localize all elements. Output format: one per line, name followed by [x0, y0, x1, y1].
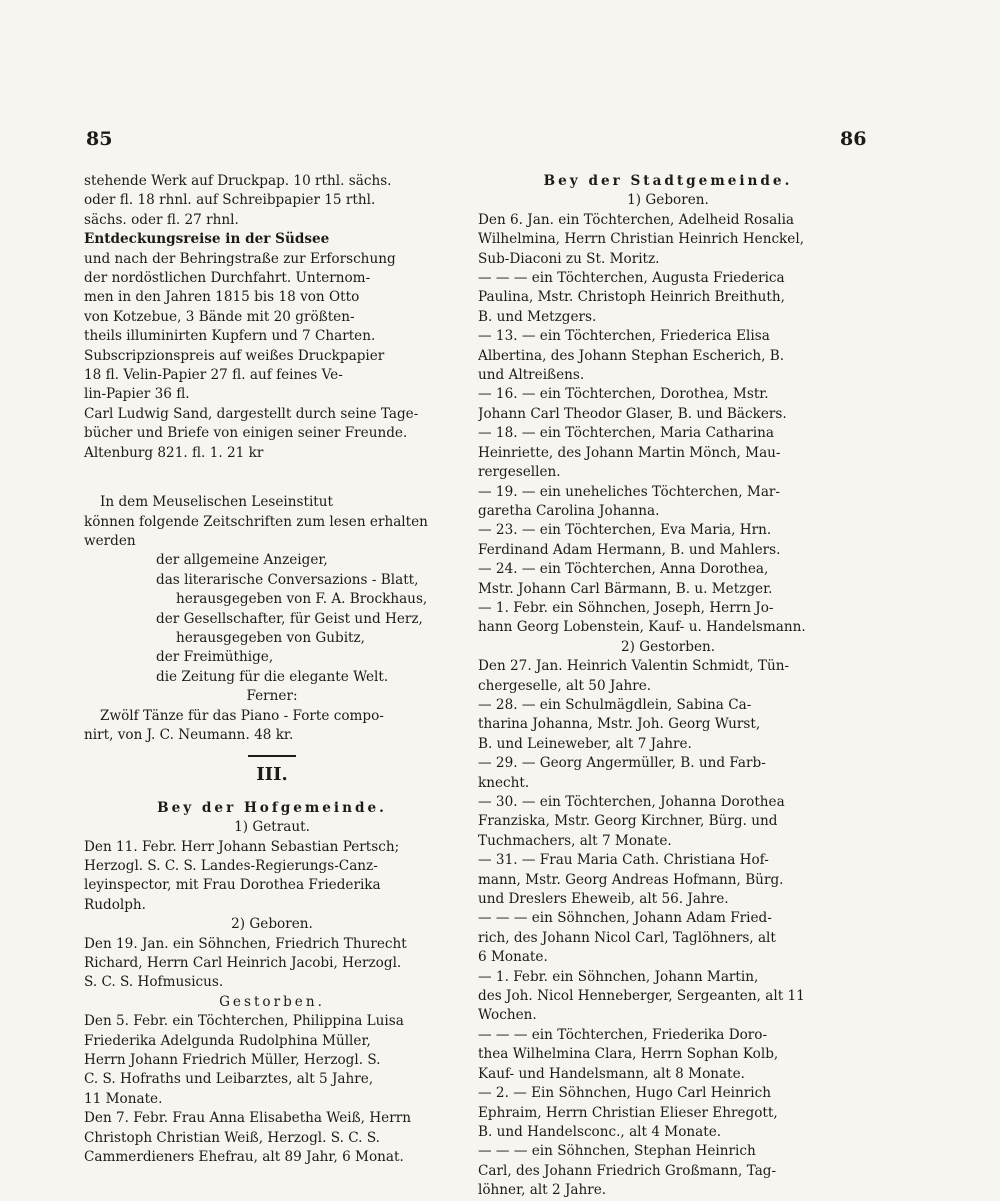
record-line: S. C. S. Hofmusicus.	[84, 974, 224, 991]
text-line: Subscripzionspreis auf weißes Druckpapier	[84, 347, 385, 364]
text-line: men in den Jahren 1815 bis 18 von Otto	[84, 289, 360, 306]
record-line: — — — ein Töchterchen, Friederika Doro-	[478, 1026, 768, 1043]
text-line: oder fl. 18 rhnl. auf Schreibpapier 15 rthl.	[84, 192, 376, 209]
record-line: — 16. — ein Töchterchen, Dorothea, Mstr.	[478, 386, 769, 403]
record-line: Den 19. Jan. ein Söhnchen, Friedrich Thurecht	[84, 935, 407, 952]
record-line: Den 11. Febr. Herr Johann Sebastian Pertsch;	[84, 838, 400, 855]
section-divider	[248, 755, 296, 757]
text-line: sächs. oder fl. 27 rhnl.	[84, 211, 239, 228]
periodical-item: die Zeitung für die elegante Welt.	[156, 668, 389, 685]
record-line: — 1. Febr. ein Söhnchen, Joseph, Herrn Jo-	[478, 599, 774, 616]
periodical-item: der Freimüthige,	[156, 649, 274, 666]
record-line: — 2. — Ein Söhnchen, Hugo Carl Heinrich	[478, 1085, 771, 1102]
record-line: Den 6. Jan. ein Töchterchen, Adelheid Rosalia	[478, 211, 795, 228]
record-line: Den 27. Jan. Heinrich Valentin Schmidt, Tün-	[478, 658, 790, 675]
record-line: Sub-Diaconi zu St. Moritz.	[478, 250, 660, 267]
text-line: stehende Werk auf Druckpap. 10 rthl. sächs.	[84, 173, 392, 189]
record-line: Herrn Johann Friedrich Müller, Herzogl. S.	[84, 1052, 381, 1069]
record-line: Cammerdieners Ehefrau, alt 89 Jahr, 6 Monat.	[84, 1149, 404, 1166]
record-line: rich, des Johann Nicol Carl, Taglöhners, alt	[478, 929, 776, 946]
record-line: löhner, alt 2 Jahre.	[478, 1182, 607, 1199]
birth-records	[478, 211, 858, 638]
record-line: — — — ein Söhnchen, Johann Adam Fried-	[478, 910, 772, 927]
record-line: 6 Monate.	[478, 949, 548, 966]
record-line: Wilhelmina, Herrn Christian Heinrich Henckel,	[478, 231, 805, 248]
text-line: Altenburg 821. fl. 1. 21 kr	[84, 444, 264, 461]
record-line: Wochen.	[478, 1007, 537, 1024]
subsection-heading: 1) Geboren.	[627, 192, 709, 209]
text-line: theils illuminirten Kupfern und 7 Charten.	[84, 328, 376, 345]
text-line: Carl Ludwig Sand, dargestellt durch seine Tage-	[84, 405, 419, 422]
record-line: Carl, des Johann Friedrich Großmann, Tag-	[478, 1162, 777, 1179]
record-line: Rudolph.	[84, 896, 147, 913]
closing-line: nirt, von J. C. Neumann. 48 kr.	[84, 726, 294, 743]
record-line: — 28. — ein Schulmägdlein, Sabina Ca-	[478, 696, 752, 713]
record-line: und Dreslers Eheweib, alt 56. Jahre.	[478, 891, 729, 908]
subsection-heading: 2) Geboren.	[231, 916, 313, 933]
record-line: Heinriette, des Johann Martin Mönch, Mau-	[478, 444, 781, 461]
record-line: Herzogl. S. C. S. Landes-Regierungs-Canz-	[84, 858, 378, 874]
page-number-left: 85	[86, 128, 113, 150]
periodical-item: der Gesellschafter, für Geist und Herz,	[156, 610, 423, 627]
record-line: des Joh. Nicol Henneberger, Sergeanten, alt 11	[478, 988, 805, 1005]
institut-intro-line: In dem Meuselischen Leseinstitut	[100, 494, 333, 511]
record-line: Friederika Adelgunda Rudolphina Müller,	[84, 1032, 371, 1049]
record-line: Mstr. Johann Carl Bärmann, B. u. Metzger.	[478, 580, 773, 597]
record-line: thea Wilhelmina Clara, Herrn Sophan Kolb,	[478, 1046, 779, 1063]
record-line: tharina Johanna, Mstr. Joh. Georg Wurst,	[478, 716, 761, 733]
record-line: Christoph Christian Weiß, Herzogl. S. C. S.	[84, 1129, 380, 1146]
subsection-heading: 2) Gestorben.	[620, 638, 716, 655]
record-line: leyinspector, mit Frau Dorothea Friederika	[84, 877, 381, 894]
record-line: — — — ein Töchterchen, Augusta Friederica	[478, 270, 785, 287]
record-line: Ephraim, Herrn Christian Elieser Ehregott,	[478, 1104, 778, 1121]
record-line: mann, Mstr. Georg Andreas Hofmann, Bürg.	[478, 871, 784, 888]
record-line: B. und Handelsconc., alt 4 Monate.	[478, 1123, 722, 1140]
record-line: — 1. Febr. ein Söhnchen, Johann Martin,	[478, 968, 759, 985]
periodical-item: herausgegeben von F. A. Brockhaus,	[176, 591, 428, 608]
book-title-line: Entdeckungsreise in der Südsee	[84, 231, 330, 248]
record-line: Den 5. Febr. ein Töchterchen, Philippina Luisa	[84, 1013, 404, 1030]
record-line: — 13. — ein Töchterchen, Friederica Elisa	[478, 328, 770, 345]
record-line: 11 Monate.	[84, 1090, 163, 1107]
record-line: Ferdinand Adam Hermann, B. und Mahlers.	[478, 541, 781, 558]
record-line: — 24. — ein Töchterchen, Anna Dorothea,	[478, 561, 769, 578]
closing-line: Zwölf Tänze für das Piano - Forte compo-	[100, 707, 384, 724]
institut-intro-line: können folgende Zeitschriften zum lesen erhalten	[84, 513, 428, 530]
record-line: — 29. — Georg Angermüller, B. und Farb-	[478, 755, 766, 772]
text-line: lin-Papier 36 fl.	[84, 386, 190, 403]
record-line: — 23. — ein Töchterchen, Eva Maria, Hrn.	[478, 522, 772, 539]
record-line: Franziska, Mstr. Georg Kirchner, Bürg. und	[478, 813, 778, 830]
record-line: Den 7. Febr. Frau Anna Elisabetha Weiß, Herrn	[84, 1110, 411, 1127]
record-line: garetha Carolina Johanna.	[478, 502, 660, 519]
death-records	[478, 657, 858, 1200]
section-heading: Bey der Hofgemeinde.	[157, 799, 387, 816]
periodical-item: der allgemeine Anzeiger,	[156, 552, 328, 569]
record-line: Tuchmachers, alt 7 Monate.	[478, 832, 672, 849]
text-line: 18 fl. Velin-Papier 27 fl. auf feines Ve-	[84, 367, 343, 384]
periodical-item: herausgegeben von Gubitz,	[176, 629, 365, 646]
ferner-label: Ferner:	[246, 688, 298, 705]
record-line: C. S. Hofraths und Leibarztes, alt 5 Jahre,	[84, 1071, 374, 1088]
record-line: — 30. — ein Töchterchen, Johanna Dorothea	[478, 794, 785, 810]
institut-intro-line: werden	[84, 532, 136, 549]
page-number-right: 86	[840, 128, 867, 150]
text-line: bücher und Briefe von einigen seiner Freunde.	[84, 425, 408, 442]
record-line: — 18. — ein Töchterchen, Maria Catharina	[478, 425, 774, 442]
record-line: und Altreißens.	[478, 367, 585, 384]
subsection-heading: 1) Getraut.	[234, 819, 310, 836]
text-line: und nach der Behringstraße zur Erforschung	[84, 250, 396, 267]
record-line: rergesellen.	[478, 464, 561, 481]
left-column	[84, 172, 460, 1168]
record-line: B. und Leineweber, alt 7 Jahre.	[478, 735, 692, 752]
text-line: von Kotzebue, 3 Bände mit 20 größten-	[84, 308, 355, 325]
record-line: Kauf- und Handelsmann, alt 8 Monate.	[478, 1065, 745, 1082]
record-line: — — — ein Söhnchen, Stephan Heinrich	[478, 1143, 756, 1160]
section-number: III.	[256, 764, 288, 786]
record-line: knecht.	[478, 774, 530, 791]
section-heading: Bey der Stadtgemeinde.	[543, 173, 793, 189]
periodical-item: das literarische Conversazions - Blatt,	[156, 571, 419, 588]
record-line: Richard, Herrn Carl Heinrich Jacobi, Herzogl.	[84, 955, 402, 972]
right-column	[478, 172, 858, 1201]
record-line: B. und Metzgers.	[478, 308, 597, 325]
record-line: chergeselle, alt 50 Jahre.	[478, 677, 652, 694]
subsection-heading: Gestorben.	[219, 993, 325, 1010]
text-line: der nordöstlichen Durchfahrt. Unternom-	[84, 270, 371, 287]
record-line: Albertina, des Johann Stephan Escherich, B.	[478, 347, 785, 364]
record-line: Paulina, Mstr. Christoph Heinrich Breithuth,	[478, 289, 785, 306]
record-line: hann Georg Lobenstein, Kauf- u. Handelsmann.	[478, 619, 806, 636]
record-line: — 19. — ein uneheliches Töchterchen, Mar-	[478, 483, 781, 500]
record-line: Johann Carl Theodor Glaser, B. und Bäckers.	[478, 405, 787, 422]
record-line: — 31. — Frau Maria Cath. Christiana Hof-	[478, 852, 769, 869]
